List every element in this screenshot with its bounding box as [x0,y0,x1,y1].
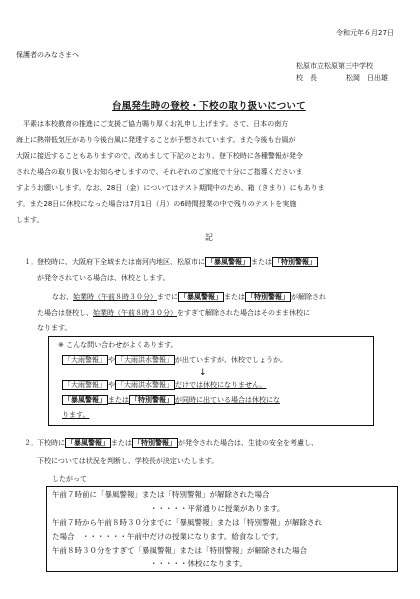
ki-heading: 記 [205,233,213,242]
item-text-part: が解除され [291,293,326,301]
item-text-part: をすぎて解除された場合はそのまま休校に [177,309,310,317]
case-3: 午前８時３０分をすぎて「暴風警報」または「特別警報」が解除された場合 [52,546,307,555]
item-text: が発令されている場合は、休校とします。 [37,274,170,282]
case-2: 午前７時から午前８時３０分までに「暴風警報」または「特別警報」が解除され [52,518,322,527]
faq-text: や [108,381,115,389]
item-text-part: た場合は登校し、 [37,309,93,317]
faq-text: だけでは休校になりません。 [175,381,267,389]
item-text [37,440,318,447]
faq-answer [62,397,280,404]
school-name: 松原市立松原第三中学校 [296,62,373,70]
intro-line: 海上に熱帯低気圧があり今後台風に発達することが予想されています。また今後も台風が [16,136,296,144]
item-number: ２． [24,439,38,447]
item-text-part: または [251,258,272,266]
item-text [37,259,318,266]
intro-line: すようお願いします。なお、28日（金）についてはテスト期間中のため、箱（きまり）にもありま [16,184,325,192]
flood-warning-label: 「大雨洪水警報」 [117,356,173,364]
date: 令和元年６月27日 [336,29,394,37]
case-1: 午前７時前に「暴風警報」または「特別警報」が解除された場合 [52,490,270,499]
item-text-part: 下校時に [37,439,65,447]
item-text-part: が発令された場合は、生徒の安全を考慮し、 [178,439,318,447]
intro-line: 大阪に接近することもありますので、改めまして下記のとおり、登下校時に各種警報が発令 [16,152,303,160]
recipient: 保護者のみなさまへ [16,51,79,59]
storm-warning-label: 「暴風警報」 [180,293,222,301]
item-text [52,294,326,301]
storm-warning-label: 「暴風警報」 [207,258,249,266]
case-1-result: ・・・・・平常通りに授業があります。 [150,504,285,513]
item-text-part: または [111,439,132,447]
page-title: 台風発生時の登校・下校の取り扱いについて [112,101,306,112]
intro-line: します。 [16,216,44,224]
down-arrow-icon: ↓ [199,368,207,378]
item-text-part: 始業時（午前８時３０分） [93,309,177,317]
item-number: １． [24,258,38,266]
item-text-part: までに [157,293,178,301]
faq-text: または [108,396,129,404]
intro-line: す。また28日に休校になった場合は7月1日（月）の6時間授業の中で残りのテストを実施 [16,200,297,208]
faq-heading: ※ こんな問い合わせがよくあります。 [58,341,178,349]
case-2-result: た場合 ・・・・・・午前中だけの授業になります。給食なしです。 [52,532,284,541]
faq-answer [62,382,266,389]
rain-warning-label: 「大雨警報」 [64,381,106,389]
item-text-part: なお、 [52,293,73,301]
principal-title: 校 長 [296,74,317,82]
item-text [37,310,310,317]
faq-question [62,357,287,364]
intro-line: 平素は本校教育の推進にご支援ご協力賜り厚くお礼申し上げます。さて、日本の南方 [16,120,289,128]
faq-text: や [108,356,115,364]
storm-warning-label: 「暴風警報」 [64,396,106,404]
faq-text: が出ていますが、休校でしょうか。 [175,356,287,364]
item-text-part: 始業時（午前８時３０分） [73,293,157,301]
item-text: したがって [52,475,87,483]
special-warning-label: 「特別警報」 [134,439,176,447]
intro-line: された場合の取り扱いをお知らせしますので、それぞれのご家庭で十分にご指導くださいま [16,168,303,176]
special-warning-label: 「特別警報」 [131,396,173,404]
item-text-part: または [224,293,245,301]
faq-text: が同時に出ている場合は休校にな [175,396,280,404]
special-warning-label: 「特別警報」 [274,258,316,266]
faq-answer: ります。 [62,411,90,419]
rain-warning-label: 「大雨警報」 [64,356,106,364]
storm-warning-label: 「暴風警報」 [67,439,109,447]
item-text: なります。 [37,324,72,332]
item-text: 下校については状況を判断し、学校長が決定いたします。 [37,457,219,465]
flood-warning-label: 「大雨洪水警報」 [117,381,173,389]
special-warning-label: 「特別警報」 [247,293,289,301]
item-text-part: 登校時に、大阪府下全域または南河内地区、松原市に [37,258,205,266]
case-3-result: ・・・・・休校になります。 [150,559,247,568]
principal-name: 松岡 日出雄 [346,74,388,82]
